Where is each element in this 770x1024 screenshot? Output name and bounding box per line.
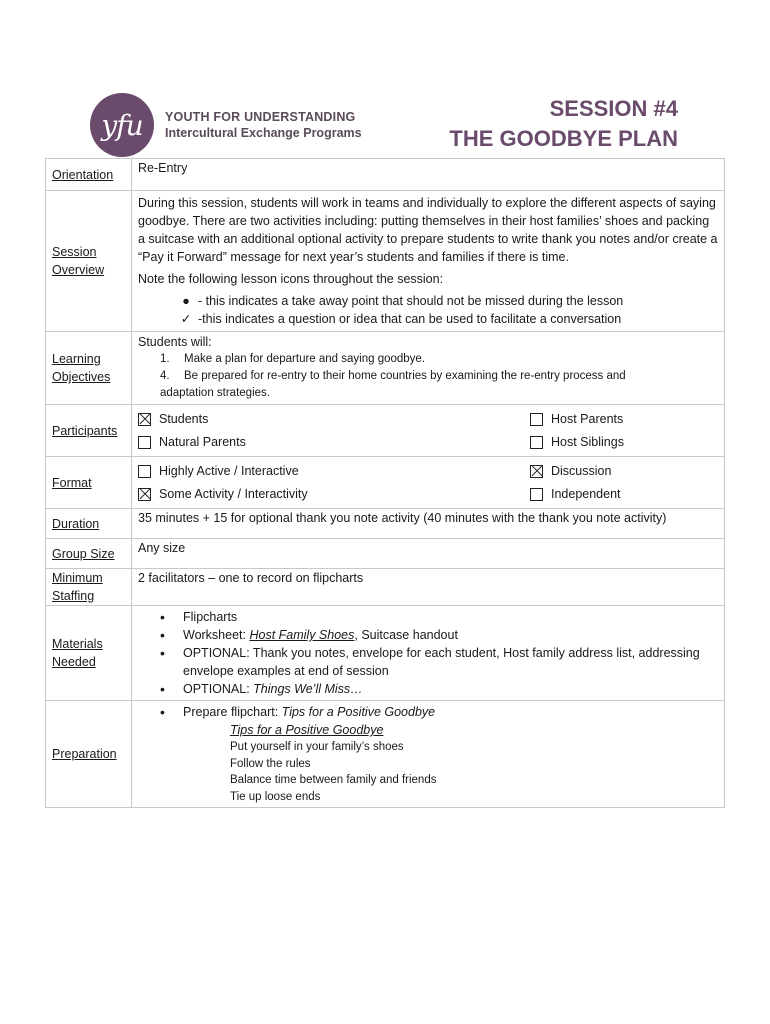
org-name: YOUTH FOR UNDERSTANDING: [165, 110, 356, 124]
yfu-logo: [90, 93, 154, 157]
overview-label-line-2: Overview: [52, 263, 105, 277]
preparation-row: [46, 701, 725, 808]
staffing-row: [46, 569, 725, 606]
session-title: THE GOODBYE PLAN: [449, 126, 678, 151]
participant-option-natural-parents[interactable]: [138, 433, 530, 451]
overview-label: [46, 191, 132, 332]
question-icon-text: -this indicates a question or idea that can be used to facilitate a conversation: [198, 312, 622, 326]
checkbox-icon[interactable]: [530, 436, 543, 449]
format-checkboxes: [138, 457, 718, 503]
checkmark-icon: ✓: [180, 312, 192, 326]
materials-label-line-1: Materials: [52, 637, 103, 651]
staffing-label-line-2: Staffing: [52, 589, 95, 603]
overview-paragraph: During this session, students will work in teams and individually to explore the different aspects of saying goodbye. There are two activities including: putting themselves in their host families’ shoes and packing a suitcase with an additional optional activity to prepare students to write thank you notes and/or create a “Pay it Forward” message for next year’s students and families if there is time.: [138, 196, 718, 264]
logo-text: yfu: [101, 108, 143, 142]
materials-item: [160, 626, 718, 644]
option-label: Natural Parents: [159, 435, 246, 449]
things-well-miss-title: Things We’ll Miss…: [253, 682, 363, 696]
format-option-discussion[interactable]: [530, 462, 718, 480]
objective-item: [160, 351, 718, 368]
preparation-list: [138, 703, 718, 721]
preparation-content: [132, 701, 725, 808]
checkbox-icon[interactable]: [138, 465, 151, 478]
bullet-icon: ●: [182, 294, 190, 308]
materials-item: • Flipcharts: [160, 608, 718, 626]
format-content: [132, 457, 725, 509]
staffing-label-line-1: Minimum: [52, 571, 103, 585]
checkbox-checked-icon[interactable]: [530, 465, 543, 478]
format-row: [46, 457, 725, 509]
participant-option-host-siblings[interactable]: [530, 433, 718, 451]
option-label: Students: [159, 412, 209, 426]
objectives-row: [46, 332, 725, 405]
orientation-row: [46, 159, 725, 191]
preparation-item: [160, 703, 718, 721]
option-label: Some Activity / Interactivity: [159, 487, 308, 501]
orientation-label: Orientation: [46, 159, 132, 191]
objective-text: Be prepared for re-entry to their home countries by examining the re-entry process and: [184, 370, 626, 382]
duration-value: 35 minutes + 15 for optional thank you note activity (40 minutes with the thank you note activity): [132, 509, 725, 539]
participants-content: [132, 405, 725, 457]
materials-row: [46, 606, 725, 701]
preparation-flipchart-title: Tips for a Positive Goodbye: [281, 705, 436, 719]
participant-option-host-parents[interactable]: [530, 410, 718, 428]
checkbox-checked-icon[interactable]: [138, 488, 151, 501]
duration-label: Duration: [46, 509, 132, 539]
tip-item: Follow the rules: [230, 757, 311, 770]
group-size-value: Any size: [132, 539, 725, 569]
materials-label: [46, 606, 132, 701]
overview-row: [46, 191, 725, 332]
org-subtitle: Intercultural Exchange Programs: [165, 126, 362, 140]
objectives-label: [46, 332, 132, 405]
staffing-label: [46, 569, 132, 606]
objectives-content: [132, 332, 725, 405]
participants-label: Participants: [46, 405, 132, 457]
option-label: Highly Active / Interactive: [159, 464, 299, 478]
overview-note: Note the following lesson icons throughout the session:: [138, 272, 444, 286]
overview-label-line-1: Session: [52, 245, 97, 259]
option-label: Host Siblings: [551, 435, 624, 449]
materials-item-suffix: , Suitcase handout: [354, 628, 458, 642]
objectives-label-line-1: Learning: [52, 352, 101, 366]
checkbox-icon[interactable]: [138, 436, 151, 449]
participants-checkboxes: [138, 405, 718, 451]
option-label: Independent: [551, 487, 621, 501]
takeaway-icon-text: - this indicates a take away point that should not be missed during the lesson: [198, 294, 624, 308]
host-family-shoes-link[interactable]: Host Family Shoes: [249, 628, 355, 642]
objectives-label-line-2: Objectives: [52, 370, 111, 384]
objective-continuation: [160, 385, 718, 402]
takeaway-icon-line: [138, 292, 718, 310]
materials-list: [138, 608, 718, 698]
lesson-plan-table: [45, 158, 725, 808]
objective-number: 1.: [160, 353, 170, 365]
materials-item: [160, 680, 718, 698]
participants-row: [46, 405, 725, 457]
objective-number: 4.: [160, 370, 170, 382]
duration-row: [46, 509, 725, 539]
tip-item: Balance time between family and friends: [230, 774, 437, 786]
materials-item-prefix: Worksheet:: [183, 628, 250, 642]
objectives-intro: Students will:: [138, 335, 212, 349]
checkbox-checked-icon[interactable]: [138, 413, 151, 426]
group-size-label: Group Size: [46, 539, 132, 569]
materials-content: [132, 606, 725, 701]
checkbox-icon[interactable]: [530, 488, 543, 501]
orientation-value: Re-Entry: [132, 159, 725, 191]
session-number: SESSION #4: [549, 96, 678, 121]
objective-continuation-text: adaptation strategies.: [160, 387, 270, 399]
option-label: Discussion: [551, 464, 612, 478]
format-option-some-activity[interactable]: [138, 485, 530, 503]
tip-item: Put yourself in your family’s shoes: [230, 741, 404, 753]
document-header: [0, 0, 770, 160]
preparation-label: Preparation: [46, 701, 132, 808]
materials-item-prefix: OPTIONAL:: [183, 682, 254, 696]
participant-option-students[interactable]: [138, 410, 530, 428]
format-option-highly-active[interactable]: [138, 462, 530, 480]
materials-item: • OPTIONAL: Thank you notes, envelope for each student, Host family address list, addressing envelope examples at end of session: [160, 644, 718, 680]
materials-label-line-2: Needed: [52, 655, 96, 669]
preparation-prefix: Prepare flipchart:: [183, 705, 282, 719]
objectives-list: [138, 351, 718, 402]
tip-item: Tie up loose ends: [230, 790, 321, 803]
checkbox-icon[interactable]: [530, 413, 543, 426]
overview-content: [132, 191, 725, 332]
group-size-row: [46, 539, 725, 569]
format-label: Format: [46, 457, 132, 509]
staffing-value: 2 facilitators – one to record on flipcharts: [132, 569, 725, 606]
tips-title: Tips for a Positive Goodbye: [230, 723, 384, 737]
objective-text: Make a plan for departure and saying goodbye.: [184, 353, 426, 365]
question-icon-line: [138, 310, 718, 328]
format-option-independent[interactable]: [530, 485, 718, 503]
tips-list: [138, 739, 718, 805]
option-label: Host Parents: [551, 412, 624, 426]
objective-item: [160, 368, 718, 385]
